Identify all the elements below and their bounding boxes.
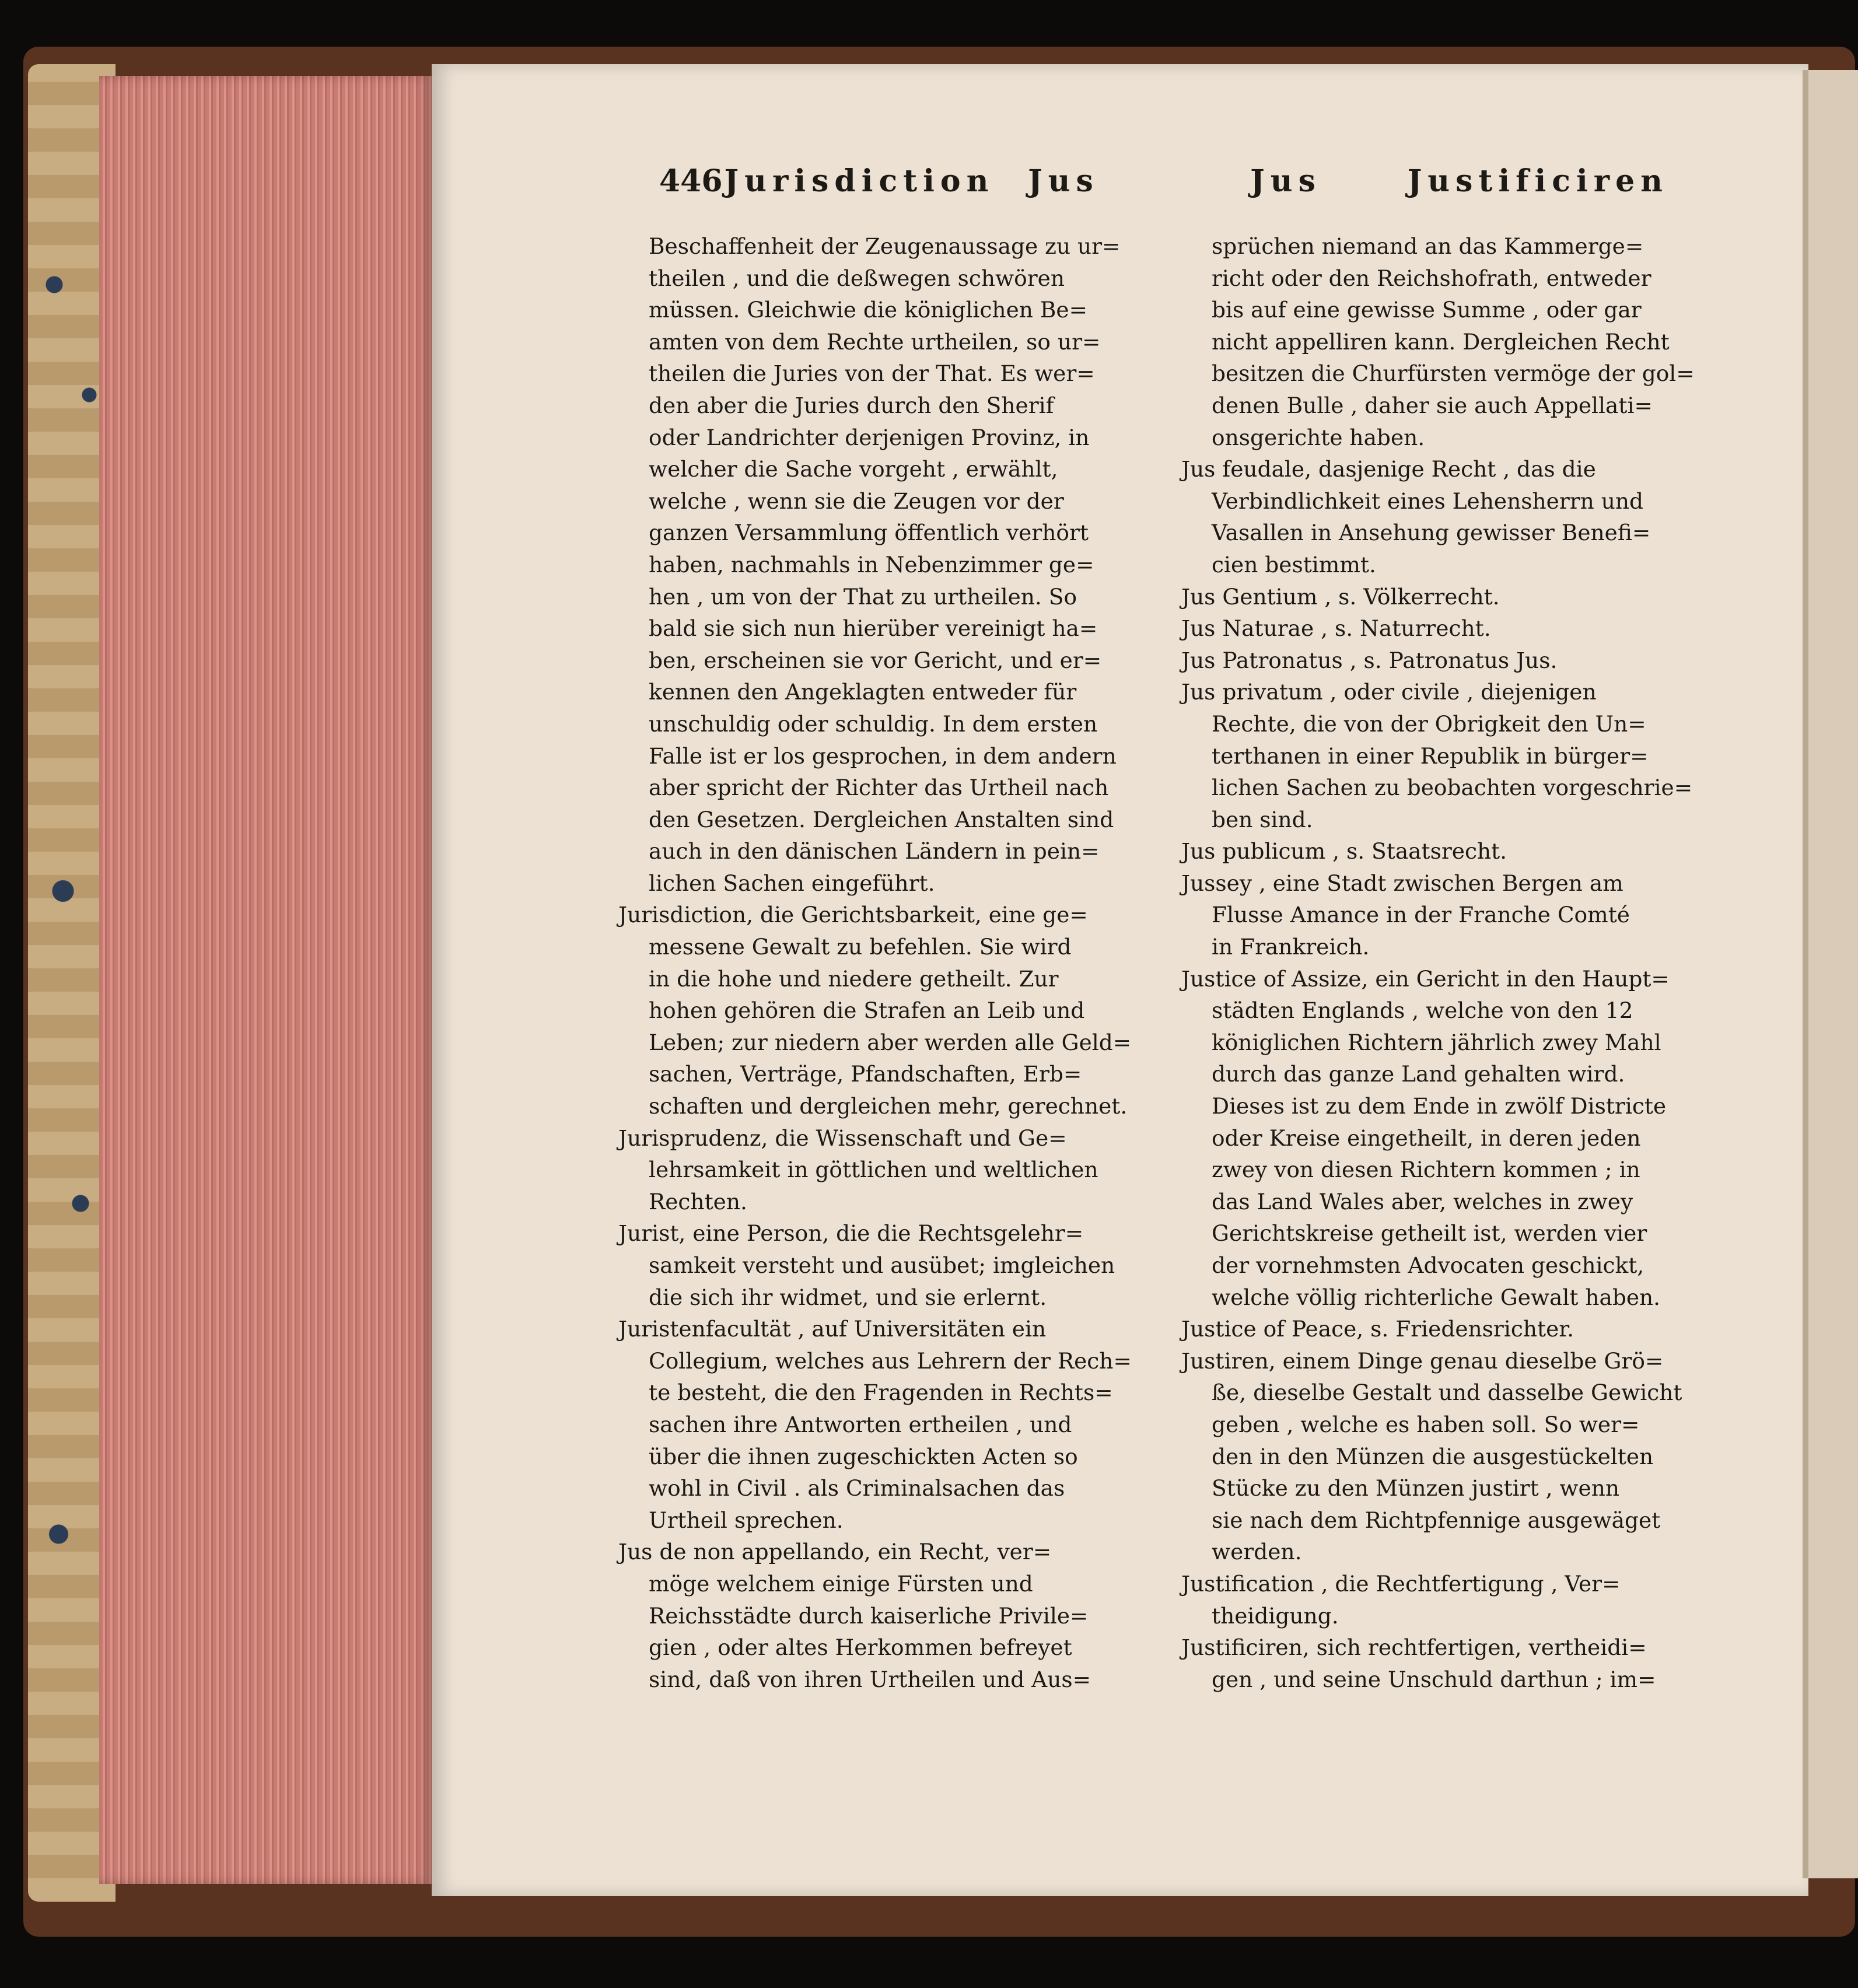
dictionary-entry — [618, 230, 1184, 899]
entry-headline: Jus Patronatus , s. Patronatus Jus. — [1181, 647, 1558, 673]
dictionary-entry — [1181, 963, 1727, 1314]
right-text-column — [1181, 230, 1727, 1695]
entry-text-line: Stücke zu den Münzen justirt , wenn — [1212, 1475, 1620, 1502]
entry-text-line: lichen Sachen eingeführt. — [649, 870, 935, 896]
dictionary-entry — [1181, 581, 1727, 613]
entry-text-line: möge welchem einige Fürsten und — [649, 1570, 1033, 1597]
entry-text-line: den Gesetzen. Dergleichen Anstalten sind — [649, 806, 1114, 832]
entry-text-line: terthanen in einer Republik in bürger= — [1212, 743, 1649, 769]
entry-text-line: nicht appelliren kann. Dergleichen Recht — [1212, 328, 1670, 355]
entry-text-line: die sich ihr widmet, und sie erlernt. — [649, 1284, 1047, 1310]
entry-headline: Juristenfacultät , auf Universitäten ein — [618, 1316, 1047, 1342]
entry-text-line: gien , oder altes Herkommen befreyet — [649, 1634, 1072, 1661]
entry-text-line: den in den Münzen die ausgestückelten — [1212, 1443, 1654, 1469]
entry-headline: Justice of Assize, ein Gericht in den Haupt= — [1181, 965, 1670, 992]
entry-text-line: der vornehmsten Advocaten geschickt, — [1212, 1252, 1644, 1278]
dictionary-entry — [618, 1122, 1184, 1218]
entry-headline: Jurist, eine Person, die die Rechtsgelehr= — [618, 1220, 1084, 1247]
entry-headline: Justification , die Rechtfertigung , Ver= — [1181, 1570, 1621, 1597]
entry-text-line: Rechte, die von der Obrigkeit den Un= — [1212, 710, 1646, 737]
entry-text-line: theilen , und die deßwegen schwören — [649, 265, 1065, 291]
entry-text-line: durch das ganze Land gehalten wird. — [1212, 1061, 1625, 1087]
dictionary-entry — [1181, 1568, 1727, 1632]
entry-headline: Jus Gentium , s. Völkerrecht. — [1181, 583, 1500, 610]
entry-text-line: Vasallen in Ansehung gewisser Benefi= — [1212, 520, 1651, 546]
dictionary-entry — [1181, 645, 1727, 677]
entry-text-line: Leben; zur niedern aber werden alle Geld= — [649, 1029, 1132, 1055]
dictionary-entry — [618, 1536, 1184, 1695]
entry-text-line: welche , wenn sie die Zeugen vor der — [649, 488, 1064, 514]
entry-text-line: ße, dieselbe Gestalt und dasselbe Gewicht — [1212, 1380, 1682, 1406]
entry-headline: Justificiren, sich rechtfertigen, vertheidi= — [1181, 1634, 1647, 1661]
header-catchword-left-2: Jus — [1028, 163, 1099, 199]
entry-text-line: über die ihnen zugeschickten Acten so — [649, 1443, 1078, 1469]
entry-text-line: theilen die Juries von der That. Es wer= — [649, 360, 1095, 387]
entry-text-line: das Land Wales aber, welches in zwey — [1212, 1188, 1633, 1214]
entry-headline: Jus Naturae , s. Naturrecht. — [1181, 615, 1491, 642]
entry-text-line: Beschaffenheit der Zeugenaussage zu ur= — [649, 233, 1121, 259]
entry-text-line: kennen den Angeklagten entweder für — [649, 679, 1077, 705]
entry-headline: Jus de non appellando, ein Recht, ver= — [618, 1539, 1052, 1565]
entry-text-line: den aber die Juries durch den Sherif — [649, 392, 1054, 418]
entry-text-line: ben sind. — [1212, 806, 1313, 832]
entry-text-line: lehrsamkeit in göttlichen und weltlichen — [649, 1157, 1098, 1183]
dictionary-entry — [618, 1313, 1184, 1536]
entry-headline: Jussey , eine Stadt zwischen Bergen am — [1181, 870, 1623, 896]
entry-text-line: lichen Sachen zu beobachten vorgeschrie= — [1212, 775, 1693, 801]
entry-text-line: ganzen Versammlung öffentlich verhört — [649, 520, 1089, 546]
entry-text-line: messene Gewalt zu befehlen. Sie wird — [649, 934, 1072, 960]
dictionary-entry — [1181, 676, 1727, 835]
entry-text-line: theidigung. — [1212, 1602, 1339, 1629]
entry-text-line: geben , welche es haben soll. So wer= — [1212, 1411, 1640, 1437]
header-catchword-right: Jus — [1250, 163, 1321, 199]
entry-text-line: richt oder den Reichshofrath, entweder — [1212, 265, 1651, 291]
entry-text-line: hohen gehören die Strafen an Leib und — [649, 998, 1085, 1024]
entry-text-line: königlichen Richtern jährlich zwey Mahl — [1212, 1029, 1661, 1055]
entry-headline: Jus privatum , oder civile , diejenigen — [1181, 679, 1597, 705]
dictionary-entry — [1181, 453, 1727, 580]
entry-text-line: Verbindlichkeit eines Lehensherrn und — [1212, 488, 1644, 514]
dictionary-entry — [618, 1217, 1184, 1313]
entry-text-line: in die hohe und niedere getheilt. Zur — [649, 965, 1059, 992]
entry-text-line: bald sie sich nun hierüber vereinigt ha= — [649, 615, 1098, 642]
dictionary-entry — [1181, 1632, 1727, 1695]
header-catchword-left: Jurisdiction — [724, 163, 995, 199]
entry-text-line: ben, erscheinen sie vor Gericht, und er= — [649, 647, 1102, 673]
entry-text-line: unschuldig oder schuldig. In dem ersten — [649, 710, 1098, 737]
entry-text-line: te besteht, die den Fragenden in Rechts= — [649, 1380, 1113, 1406]
entry-headline: Jurisdiction, die Gerichtsbarkeit, eine ge= — [618, 902, 1088, 928]
entry-text-line: welche völlig richterliche Gewalt haben. — [1212, 1284, 1661, 1310]
entry-text-line: welcher die Sache vorgeht , erwählt, — [649, 456, 1058, 482]
entry-text-line: cien bestimmt. — [1212, 551, 1376, 578]
dictionary-entry — [1181, 230, 1727, 453]
entry-text-line: auch in den dänischen Ländern in pein= — [649, 838, 1100, 864]
entry-headline: Jus feudale, dasjenige Recht , das die — [1181, 456, 1596, 482]
header-catchword-right-2: Justificiren — [1407, 163, 1668, 199]
entry-text-line: denen Bulle , daher sie auch Appellati= — [1212, 392, 1653, 418]
entry-text-line: gen , und seine Unschuld darthun ; im= — [1212, 1666, 1656, 1692]
entry-text-line: oder Landrichter derjenigen Provinz, in — [649, 424, 1090, 450]
entry-headline: Justice of Peace, s. Friedensrichter. — [1181, 1316, 1574, 1342]
entry-text-line: hen , um von der That zu urtheilen. So — [649, 583, 1077, 610]
entry-text-line: zwey von diesen Richtern kommen ; in — [1212, 1157, 1640, 1183]
dictionary-entry — [1181, 612, 1727, 645]
entry-text-line: Urtheil sprechen. — [649, 1507, 844, 1533]
dictionary-entry — [1181, 1313, 1727, 1345]
entry-text-line: oder Kreise eingetheilt, in deren jeden — [1212, 1125, 1641, 1151]
entry-text-line: städten Englands , welche von den 12 — [1212, 998, 1633, 1024]
entry-text-line: besitzen die Churfürsten vermöge der gol= — [1212, 360, 1695, 387]
entry-text-line: aber spricht der Richter das Urtheil nach — [649, 775, 1109, 801]
entry-text-line: onsgerichte haben. — [1212, 424, 1425, 450]
entry-text-line: sachen ihre Antworten ertheilen , und — [649, 1411, 1072, 1437]
entry-text-line: in Frankreich. — [1212, 934, 1370, 960]
entry-text-line: Falle ist er los gesprochen, in dem andern — [649, 743, 1117, 769]
left-text-column — [618, 230, 1184, 1695]
entry-headline: Jus publicum , s. Staatsrecht. — [1181, 838, 1507, 864]
dictionary-entry — [1181, 835, 1727, 867]
entry-text-line: sachen, Verträge, Pfandschaften, Erb= — [649, 1061, 1082, 1087]
running-header — [659, 163, 1668, 199]
dictionary-entry — [618, 899, 1184, 1122]
entry-text-line: haben, nachmahls in Nebenzimmer ge= — [649, 551, 1094, 578]
entry-text-line: schaften und dergleichen mehr, gerechnet. — [649, 1093, 1128, 1119]
entry-text-line: sprüchen niemand an das Kammerge= — [1212, 233, 1644, 259]
page-number: 446 — [659, 163, 723, 199]
dictionary-entry — [1181, 867, 1727, 963]
entry-text-line: amten von dem Rechte urtheilen, so ur= — [649, 328, 1101, 355]
entry-text-line: wohl in Civil . als Criminalsachen das — [649, 1475, 1065, 1502]
entry-text-line: bis auf eine gewisse Summe , oder gar — [1212, 297, 1642, 323]
dictionary-entry — [1181, 1345, 1727, 1568]
entry-text-line: werden. — [1212, 1539, 1302, 1565]
entry-text-line: Gerichtskreise getheilt ist, werden vier — [1212, 1220, 1647, 1247]
entry-text-line: Flusse Amance in der Franche Comté — [1212, 902, 1630, 928]
entry-text-line: samkeit versteht und ausübet; imgleichen — [649, 1252, 1115, 1278]
entry-headline: Justiren, einem Dinge genau dieselbe Grö= — [1181, 1348, 1664, 1374]
entry-text-line: sind, daß von ihren Urtheilen und Aus= — [649, 1666, 1091, 1692]
entry-text-line: müssen. Gleichwie die königlichen Be= — [649, 297, 1088, 323]
entry-text-line: Reichsstädte durch kaiserliche Privile= — [649, 1602, 1089, 1629]
entry-text-line: Rechten. — [649, 1188, 747, 1214]
entry-text-line: Collegium, welches aus Lehrern der Rech= — [649, 1348, 1132, 1374]
entry-text-line: sie nach dem Richtpfennige ausgewäget — [1212, 1507, 1661, 1533]
entry-headline: Jurisprudenz, die Wissenschaft und Ge= — [618, 1125, 1067, 1151]
facing-page-edge — [1803, 70, 1858, 1878]
entry-text-line: Dieses ist zu dem Ende in zwölf Districte — [1212, 1093, 1667, 1119]
page-edges — [99, 76, 432, 1884]
